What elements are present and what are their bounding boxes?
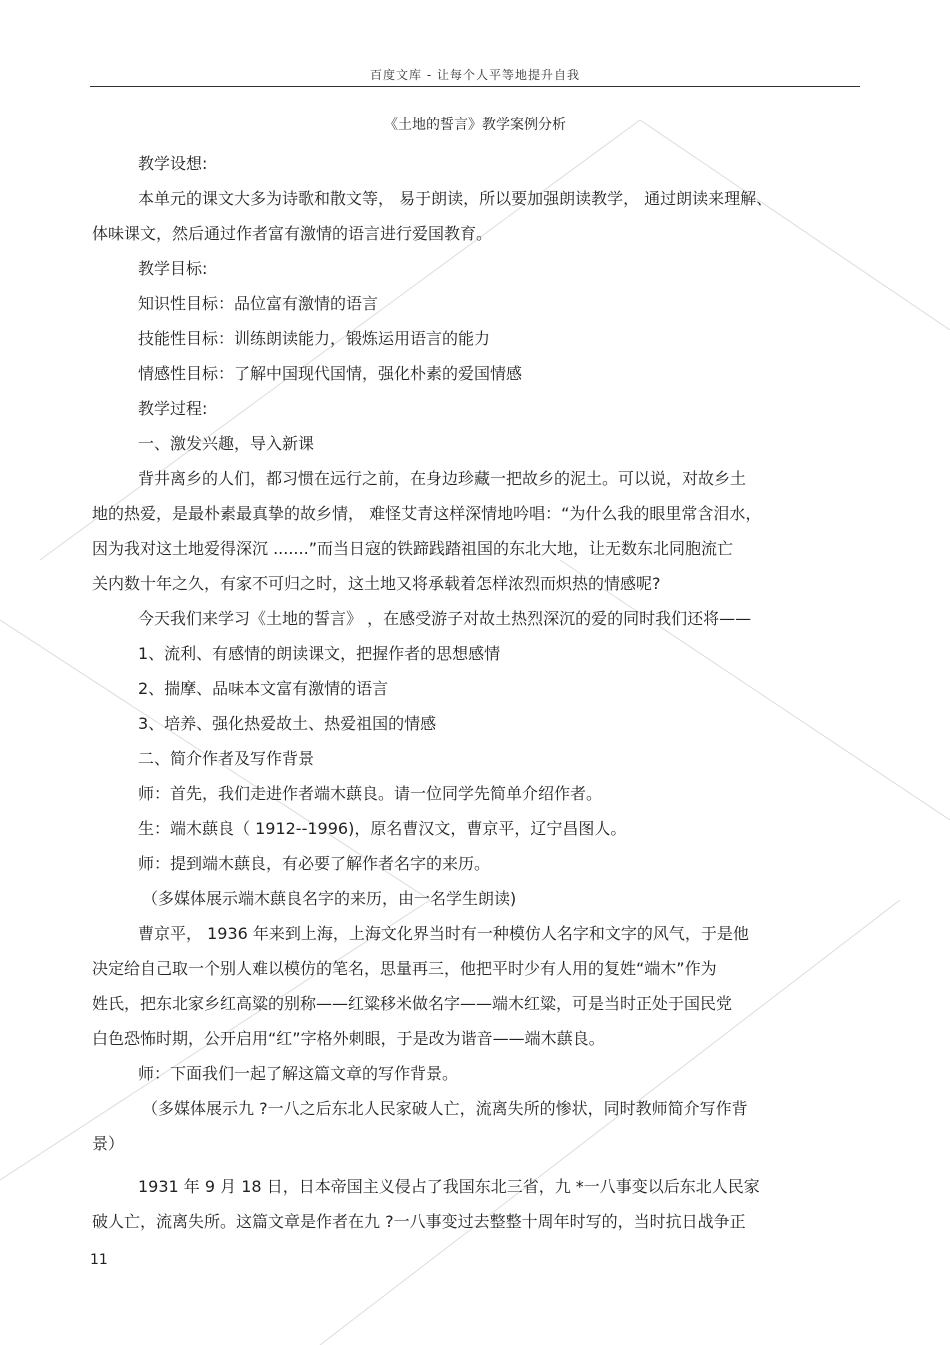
paragraph-line: 1931 年 9 月 18 日，日本帝国主义侵占了我国东北三省，九 *一八事变以后东北人民家: [138, 1177, 760, 1196]
paragraph-line: 本单元的课文大多为诗歌和散文等， 易于朗读，所以要加强朗读教学， 通过朗读来理解、: [138, 189, 773, 208]
page-number: 11: [90, 1252, 108, 1268]
dialogue-line: 生：端木蕻良（ 1912--1996)，原名曹汉文，曹京平，辽宁昌图人。: [138, 819, 627, 838]
stage-note: （多媒体展示九 ?一八之后东北人民家破人亡，流离失所的惨状，同时教师简介写作背: [142, 1099, 748, 1118]
paragraph-line: 背井离乡的人们，都习惯在远行之前，在身边珍藏一把故乡的泥土。可以说，对故乡土: [138, 469, 747, 488]
dialogue-line: 师：提到端木蕻良，有必要了解作者名字的来历。: [138, 854, 491, 873]
section-heading: 一、激发兴趣，导入新课: [138, 434, 315, 453]
paragraph-line: 曹京平， 1936 年来到上海，上海文化界当时有一种模仿人名字和文字的风气，于是他: [138, 924, 749, 943]
section-heading: 二、简介作者及写作背景: [138, 749, 315, 768]
paragraph-line: 技能性目标：训练朗读能力，锻炼运用语言的能力: [138, 329, 491, 348]
paragraph-line: 教学过程:: [138, 399, 208, 418]
paragraph-line: 教学设想:: [138, 154, 208, 173]
paragraph-line: 地的热爱，是最朴素最真挚的故乡情， 难怪艾青这样深情地吟唱：“为什么我的眼里常含泪水，: [92, 504, 762, 523]
paragraph-line: 情感性目标：了解中国现代国情，强化朴素的爱国情感: [138, 364, 523, 383]
paragraph-line: 白色恐怖时期，公开启用“红”字格外刺眼，于是改为谐音——端木蕻良。: [92, 1029, 605, 1048]
header-divider: [90, 86, 860, 87]
dialogue-line: 师：首先，我们走进作者端木蕻良。请一位同学先简单介绍作者。: [138, 784, 603, 803]
paragraph-line: 破人亡，流离失所。这篇文章是作者在九 ?一八事变过去整整十周年时写的，当时抗日战争正: [92, 1212, 746, 1231]
document-title: 《土地的誓言》教学案例分析: [384, 117, 566, 133]
page-header: 百度文库 - 让每个人平等地提升自我: [370, 68, 580, 82]
paragraph-line: 体味课文，然后通过作者富有激情的语言进行爱国教育。: [92, 224, 493, 243]
list-item: 3、培养、强化热爱故土、热爱祖国的情感: [138, 714, 437, 733]
paragraph-line: 姓氏，把东北家乡红高粱的别称——红粱移米做名字——端木红粱，可是当时正处于国民党: [92, 994, 733, 1013]
paragraph-line: 今天我们来学习《土地的誓言》 ，在感受游子对故土热烈深沉的爱的同时我们还将——: [138, 609, 752, 628]
dialogue-line: 师：下面我们一起了解这篇文章的写作背景。: [138, 1064, 459, 1083]
list-item: 2、揣摩、品味本文富有激情的语言: [138, 679, 389, 698]
paragraph-line: 决定给自己取一个别人难以模仿的笔名，思量再三，他把平时少有人用的复姓“端木”作为: [92, 959, 717, 978]
document-body: [92, 146, 860, 1239]
paragraph-line: 因为我对这土地爱得深沉 .......”而当日寇的铁蹄践踏祖国的东北大地，让无数东北同胞流亡: [92, 539, 733, 558]
stage-note: 景）: [92, 1134, 125, 1153]
stage-note: （多媒体展示端木蕻良名字的来历，由一名学生朗读): [142, 889, 517, 908]
paragraph-line: 关内数十年之久，有家不可归之时，这土地又将承载着怎样浓烈而炽热的情感呢?: [92, 574, 661, 593]
list-item: 1、流利、有感情的朗读课文，把握作者的思想感情: [138, 644, 501, 663]
paragraph-line: 知识性目标：品位富有激情的语言: [138, 294, 379, 313]
paragraph-line: 教学目标:: [138, 259, 208, 278]
paragraph-gap: [92, 1161, 860, 1169]
